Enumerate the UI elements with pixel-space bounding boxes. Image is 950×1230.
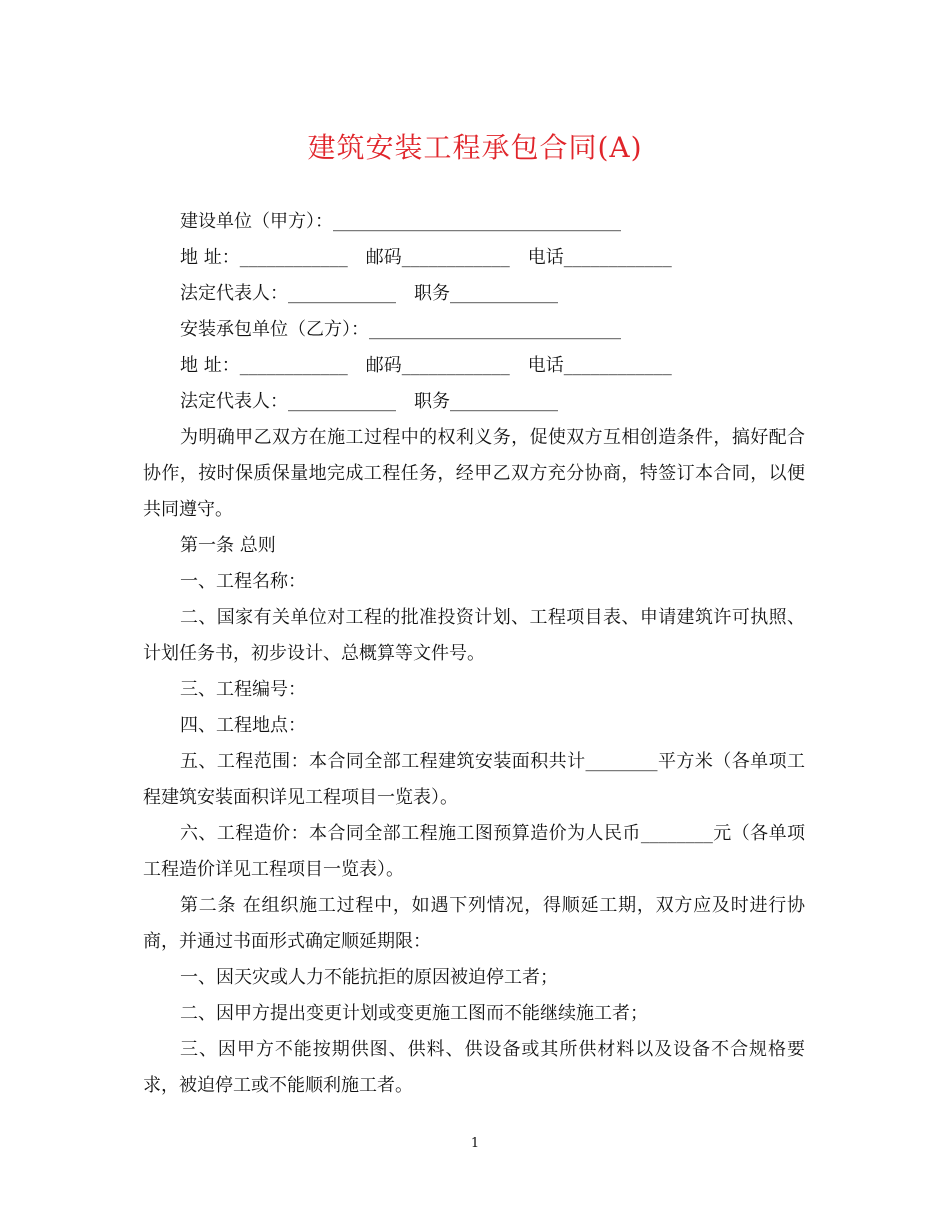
party-b-rep-line [143, 384, 805, 420]
article-2-item-3: 三、因甲方不能按期供图、供料、供设备或其所供材料以及设备不合规格要求，被迫停工或不能顺利施工者。 [143, 1039, 805, 1096]
article-1-item-5: 五、工程范围：本合同全部工程建筑安装面积共计________平方米（各单项工程建筑安装面积详见工程项目一览表）。 [143, 751, 805, 808]
party-b-postcode: 邮码____________ [365, 355, 510, 376]
document-title: 建筑安装工程承包合同(A) [307, 131, 643, 164]
party-b-line: 安装承包单位（乙方）：____________________________ [180, 319, 621, 340]
article-1-item-3: 三、工程编号： [180, 679, 306, 700]
party-a-rep-line [143, 276, 805, 312]
article-2-item-1: 一、因天灾或人力不能抗拒的原因被迫停工者； [180, 967, 558, 988]
document-body [143, 204, 805, 1104]
article-1-item-2: 二、国家有关单位对工程的批准投资计划、工程项目表、申请建筑许可执照、计划任务书，初步设计、总概算等文件号。 [143, 607, 805, 664]
party-b-address: 地 址：____________ [180, 355, 348, 376]
article-2-item-2: 二、因甲方提出变更计划或变更施工图而不能继续施工者； [180, 1003, 648, 1024]
party-b-rep-title: 职务____________ [414, 391, 558, 412]
party-b-contact-line [143, 348, 805, 384]
party-a-rep-name: 法定代表人：____________ [180, 283, 396, 304]
article-1-heading: 第一条 总则 [180, 535, 276, 556]
article-1-item-6: 六、工程造价：本合同全部工程施工图预算造价为人民币________元（各单项工程造价详见工程项目一览表）。 [143, 823, 805, 880]
party-b-rep-name: 法定代表人：____________ [180, 391, 396, 412]
party-a-contact-line [143, 240, 805, 276]
page-number: 1 [470, 1136, 480, 1151]
article-1-item-1: 一、工程名称： [180, 571, 306, 592]
party-a-line: 建设单位（甲方）：________________________________ [180, 211, 621, 232]
party-a-address: 地 址：____________ [180, 247, 348, 268]
party-a-postcode: 邮码____________ [365, 247, 510, 268]
article-1-item-4: 四、工程地点： [180, 715, 306, 736]
party-a-rep-title: 职务____________ [414, 283, 558, 304]
article-2-paragraph: 第二条 在组织施工过程中，如遇下列情况，得顺延工期，双方应及时进行协商，并通过书面形式确定顺延期限： [143, 895, 805, 952]
party-b-phone: 电话____________ [527, 355, 672, 376]
party-a-phone: 电话____________ [527, 247, 672, 268]
preamble-paragraph: 为明确甲乙双方在施工过程中的权利义务，促使双方互相创造条件，搞好配合协作，按时保质保量地完成工程任务，经甲乙双方充分协商，特签订本合同，以便共同遵守。 [143, 427, 805, 520]
